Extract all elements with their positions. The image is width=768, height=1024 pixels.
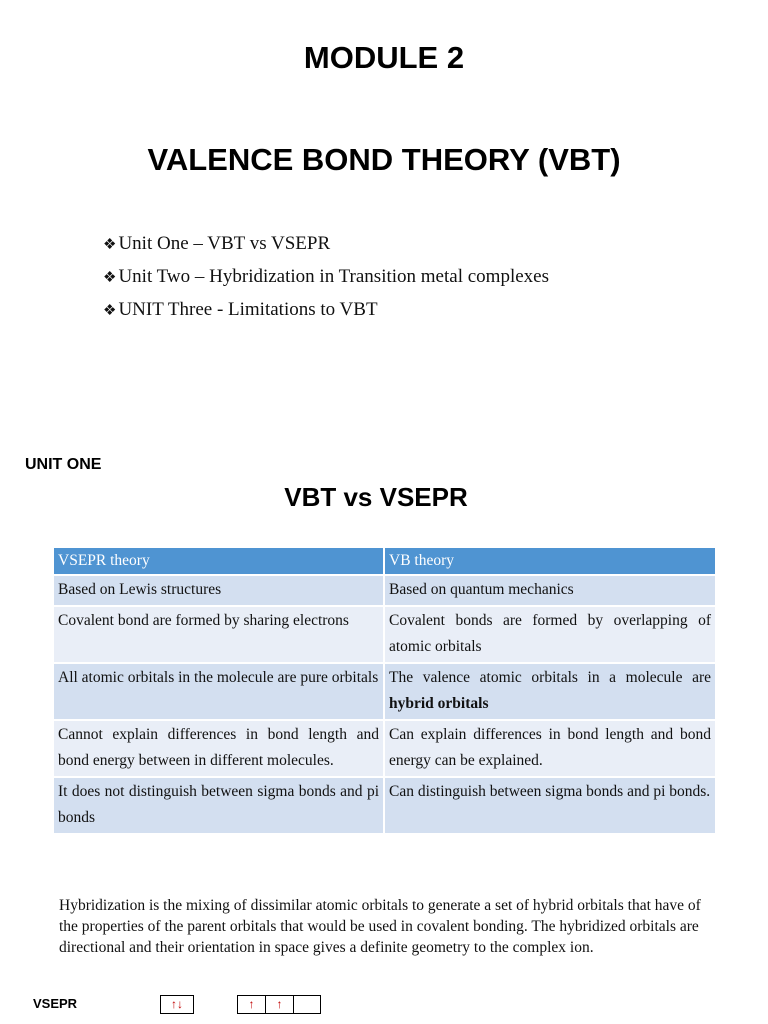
page-title: VALENCE BOND THEORY (VBT) xyxy=(147,142,621,177)
table-cell-vb xyxy=(384,575,715,606)
unit-item-three xyxy=(103,294,549,327)
table-row xyxy=(54,720,715,777)
table-row xyxy=(54,777,715,834)
diamond-bullet-icon: ❖ xyxy=(103,303,117,319)
comparison-table xyxy=(54,548,715,835)
cell-text: Can explain differences in bond length and bond energy can be explained. xyxy=(389,725,711,769)
diamond-bullet-icon: ❖ xyxy=(103,237,117,253)
diamond-bullet-icon: ❖ xyxy=(103,270,117,286)
up-arrow-electron-icon: ↑ xyxy=(237,995,265,1014)
cell-text: The valence atomic orbitals in a molecule are xyxy=(389,668,711,686)
unit-list xyxy=(103,228,549,327)
up-arrow-electron-icon: ↑ xyxy=(265,995,293,1014)
table-row xyxy=(54,663,715,720)
column-header-vsepr: VSEPR theory xyxy=(54,548,384,575)
section-title: VBT vs VSEPR xyxy=(284,482,468,512)
table-cell-vsepr: It does not distinguish between sigma bonds and pi bonds xyxy=(54,777,384,834)
unit-item-two xyxy=(103,261,549,294)
module-title: MODULE 2 xyxy=(303,40,465,75)
table-cell-vsepr: Covalent bond are formed by sharing electrons xyxy=(54,606,384,663)
unit-item-one xyxy=(103,228,549,261)
unit-item-label: Unit Two – Hybridization in Transition metal complexes xyxy=(118,266,549,287)
table-cell-vb xyxy=(384,663,715,720)
table-cell-vb xyxy=(384,720,715,777)
cell-text: Covalent bonds are formed by overlapping of atomic orbitals xyxy=(389,611,711,655)
hybridization-paragraph: Hybridization is the mixing of dissimilar atomic orbitals to generate a set of hybrid orbitals that have of the properties of the parent orbitals that would be used in covalent bonding. The hybridized orbitals are directional and their orientation in space gives a definite geometry to the complex ion. xyxy=(59,897,701,956)
section-label: UNIT ONE xyxy=(25,456,102,473)
table-cell-vsepr: All atomic orbitals in the molecule are pure orbitals xyxy=(54,663,384,720)
cell-text: Based on quantum mechanics xyxy=(389,581,574,598)
unit-item-label: UNIT Three - Limitations to VBT xyxy=(118,299,378,320)
table-cell-vsepr: Based on Lewis structures xyxy=(54,575,384,606)
cell-bold-text: hybrid orbitals xyxy=(389,695,489,712)
table-row xyxy=(54,606,715,663)
column-header-vb: VB theory xyxy=(384,548,715,575)
orbital-box-group xyxy=(160,995,194,1014)
table-cell-vb xyxy=(384,606,715,663)
orbital-box-group xyxy=(237,995,321,1014)
table-cell-vb xyxy=(384,777,715,834)
cell-text: Can distinguish between sigma bonds and pi bonds. xyxy=(389,782,711,800)
paired-electron-arrows-icon: ↑↓ xyxy=(160,995,194,1014)
table-cell-vsepr: Cannot explain differences in bond length and bond energy between in different molecules. xyxy=(54,720,384,777)
empty-orbital-box xyxy=(293,995,321,1014)
table-row xyxy=(54,575,715,606)
unit-item-label: Unit One – VBT vs VSEPR xyxy=(118,233,331,254)
table-header-row xyxy=(54,548,715,575)
vsepr-label: VSEPR xyxy=(33,996,78,1011)
